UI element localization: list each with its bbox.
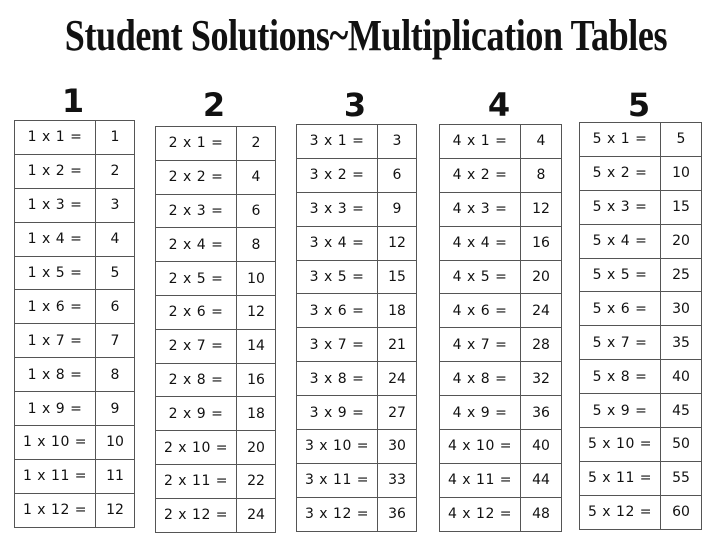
table-row	[440, 463, 562, 497]
multiplication-expression: 2 x 3 =	[156, 194, 237, 228]
multiplication-expression: 5 x 3 =	[580, 190, 661, 224]
table-row	[156, 295, 276, 329]
table-row	[15, 290, 135, 324]
product-value: 9	[378, 192, 417, 226]
product-value: 6	[378, 158, 417, 192]
product-value: 12	[96, 493, 135, 527]
multiplication-expression: 3 x 7 =	[297, 328, 378, 362]
table-row	[156, 228, 276, 262]
table-row	[440, 396, 562, 430]
product-value: 21	[378, 328, 417, 362]
product-value: 4	[237, 160, 276, 194]
table-row	[15, 426, 135, 460]
product-value: 20	[661, 224, 702, 258]
table-grid	[296, 124, 417, 532]
product-value: 8	[237, 228, 276, 262]
table-row	[15, 188, 135, 222]
multiplication-expression: 4 x 10 =	[440, 430, 521, 464]
multiplication-expression: 2 x 10 =	[156, 431, 237, 465]
table-row	[440, 192, 562, 226]
table-row	[580, 428, 702, 462]
product-value: 40	[661, 360, 702, 394]
table-row	[156, 160, 276, 194]
table-row	[580, 258, 702, 292]
table-row	[580, 156, 702, 190]
multiplication-expression: 3 x 11 =	[297, 463, 378, 497]
multiplication-expression: 4 x 4 =	[440, 226, 521, 260]
product-value: 3	[96, 188, 135, 222]
product-value: 40	[521, 430, 562, 464]
product-value: 1	[96, 121, 135, 155]
table-row	[297, 463, 417, 497]
product-value: 3	[378, 125, 417, 159]
table-row	[15, 493, 135, 527]
multiplication-expression: 5 x 10 =	[580, 428, 661, 462]
table-row	[580, 461, 702, 495]
multiplication-expression: 5 x 6 =	[580, 292, 661, 326]
product-value: 11	[96, 459, 135, 493]
product-value: 25	[661, 258, 702, 292]
table-row	[15, 154, 135, 188]
table-row	[156, 194, 276, 228]
product-value: 18	[378, 294, 417, 328]
table-row	[156, 127, 276, 161]
multiplication-expression: 5 x 2 =	[580, 156, 661, 190]
multiplication-expression: 2 x 12 =	[156, 498, 237, 532]
product-value: 60	[661, 495, 702, 529]
multiplication-expression: 3 x 10 =	[297, 430, 378, 464]
table-row	[440, 158, 562, 192]
product-value: 12	[521, 192, 562, 226]
multiplication-expression: 4 x 9 =	[440, 396, 521, 430]
product-value: 20	[237, 431, 276, 465]
multiplication-expression: 4 x 6 =	[440, 294, 521, 328]
multiplication-expression: 4 x 12 =	[440, 497, 521, 531]
multiplication-expression: 3 x 9 =	[297, 396, 378, 430]
product-value: 33	[378, 463, 417, 497]
multiplication-expression: 5 x 9 =	[580, 394, 661, 428]
product-value: 15	[378, 260, 417, 294]
multiplication-expression: 2 x 1 =	[156, 127, 237, 161]
table-row	[15, 256, 135, 290]
multiplication-expression: 2 x 2 =	[156, 160, 237, 194]
table-row	[156, 464, 276, 498]
product-value: 10	[661, 156, 702, 190]
table-row	[297, 125, 417, 159]
multiplication-expression: 5 x 5 =	[580, 258, 661, 292]
multiplication-expression: 3 x 4 =	[297, 226, 378, 260]
multiplication-expression: 2 x 11 =	[156, 464, 237, 498]
product-value: 44	[521, 463, 562, 497]
multiplication-expression: 1 x 8 =	[15, 358, 96, 392]
product-value: 27	[378, 396, 417, 430]
table-row	[297, 497, 417, 531]
multiplication-expression: 1 x 4 =	[15, 222, 96, 256]
table-row	[156, 329, 276, 363]
table-row	[297, 260, 417, 294]
table-row	[15, 324, 135, 358]
table-grid	[155, 126, 276, 533]
product-value: 10	[96, 426, 135, 460]
table-row	[440, 430, 562, 464]
table-row	[15, 392, 135, 426]
table-row	[156, 363, 276, 397]
product-value: 12	[378, 226, 417, 260]
product-value: 55	[661, 461, 702, 495]
table-row	[440, 226, 562, 260]
product-value: 16	[237, 363, 276, 397]
product-value: 5	[96, 256, 135, 290]
multiplication-expression: 3 x 2 =	[297, 158, 378, 192]
table-row	[297, 294, 417, 328]
table-row	[297, 192, 417, 226]
multiplication-expression: 1 x 7 =	[15, 324, 96, 358]
product-value: 12	[237, 295, 276, 329]
table-row	[440, 362, 562, 396]
multiplication-expression: 4 x 3 =	[440, 192, 521, 226]
table-row	[440, 260, 562, 294]
page-title: Student Solutions~Multiplication Tables	[64, 11, 668, 60]
table-number-heading: 2	[202, 86, 226, 124]
product-value: 16	[521, 226, 562, 260]
table-row	[440, 125, 562, 159]
multiplication-expression: 5 x 4 =	[580, 224, 661, 258]
multiplication-expression: 1 x 12 =	[15, 493, 96, 527]
multiplication-expression: 1 x 3 =	[15, 188, 96, 222]
table-row	[297, 362, 417, 396]
multiplication-expression: 4 x 1 =	[440, 125, 521, 159]
product-value: 8	[96, 358, 135, 392]
multiplication-expression: 4 x 5 =	[440, 260, 521, 294]
product-value: 4	[521, 125, 562, 159]
product-value: 5	[661, 123, 702, 157]
product-value: 9	[96, 392, 135, 426]
product-value: 8	[521, 158, 562, 192]
product-value: 18	[237, 397, 276, 431]
table-grid	[14, 120, 135, 528]
multiplication-expression: 1 x 10 =	[15, 426, 96, 460]
multiplication-expression: 1 x 6 =	[15, 290, 96, 324]
product-value: 36	[521, 396, 562, 430]
multiplication-expression: 4 x 8 =	[440, 362, 521, 396]
table-row	[580, 394, 702, 428]
product-value: 32	[521, 362, 562, 396]
multiplication-expression: 5 x 11 =	[580, 461, 661, 495]
multiplication-expression: 5 x 8 =	[580, 360, 661, 394]
product-value: 6	[96, 290, 135, 324]
product-value: 28	[521, 328, 562, 362]
table-number-heading: 4	[487, 86, 511, 124]
table-row	[580, 190, 702, 224]
product-value: 30	[378, 430, 417, 464]
multiplication-expression: 2 x 8 =	[156, 363, 237, 397]
product-value: 48	[521, 497, 562, 531]
multiplication-expression: 1 x 5 =	[15, 256, 96, 290]
product-value: 24	[378, 362, 417, 396]
multiplication-expression: 3 x 12 =	[297, 497, 378, 531]
product-value: 7	[96, 324, 135, 358]
multiplication-expression: 3 x 5 =	[297, 260, 378, 294]
table-row	[440, 328, 562, 362]
table-row	[580, 495, 702, 529]
multiplication-expression: 2 x 6 =	[156, 295, 237, 329]
multiplication-expression: 2 x 5 =	[156, 262, 237, 296]
product-value: 2	[96, 154, 135, 188]
multiplication-expression: 1 x 1 =	[15, 121, 96, 155]
table-row	[156, 431, 276, 465]
product-value: 20	[521, 260, 562, 294]
multiplication-expression: 3 x 3 =	[297, 192, 378, 226]
multiplication-expression: 4 x 11 =	[440, 463, 521, 497]
product-value: 36	[378, 497, 417, 531]
multiplication-expression: 3 x 6 =	[297, 294, 378, 328]
product-value: 6	[237, 194, 276, 228]
table-row	[156, 498, 276, 532]
table-number-heading: 1	[61, 82, 85, 120]
product-value: 24	[521, 294, 562, 328]
table-row	[580, 123, 702, 157]
table-row	[156, 262, 276, 296]
table-row	[580, 360, 702, 394]
multiplication-expression: 2 x 4 =	[156, 228, 237, 262]
table-row	[297, 430, 417, 464]
multiplication-expression: 2 x 9 =	[156, 397, 237, 431]
table-row	[297, 396, 417, 430]
product-value: 10	[237, 262, 276, 296]
table-row	[156, 397, 276, 431]
product-value: 14	[237, 329, 276, 363]
multiplication-expression: 3 x 1 =	[297, 125, 378, 159]
product-value: 30	[661, 292, 702, 326]
multiplication-expression: 5 x 1 =	[580, 123, 661, 157]
product-value: 50	[661, 428, 702, 462]
multiplication-expression: 4 x 2 =	[440, 158, 521, 192]
product-value: 45	[661, 394, 702, 428]
product-value: 4	[96, 222, 135, 256]
table-grid	[579, 122, 702, 530]
multiplication-expression: 1 x 9 =	[15, 392, 96, 426]
table-row	[580, 326, 702, 360]
multiplication-expression: 5 x 7 =	[580, 326, 661, 360]
product-value: 15	[661, 190, 702, 224]
table-row	[580, 224, 702, 258]
table-grid	[439, 124, 562, 532]
multiplication-expression: 1 x 11 =	[15, 459, 96, 493]
table-row	[297, 158, 417, 192]
product-value: 22	[237, 464, 276, 498]
table-row	[15, 222, 135, 256]
product-value: 2	[237, 127, 276, 161]
table-row	[15, 459, 135, 493]
product-value: 35	[661, 326, 702, 360]
multiplication-expression: 1 x 2 =	[15, 154, 96, 188]
table-row	[580, 292, 702, 326]
multiplication-expression: 5 x 12 =	[580, 495, 661, 529]
table-row	[297, 226, 417, 260]
multiplication-expression: 2 x 7 =	[156, 329, 237, 363]
table-row	[440, 497, 562, 531]
table-row	[15, 121, 135, 155]
multiplication-expression: 3 x 8 =	[297, 362, 378, 396]
table-number-heading: 3	[343, 86, 367, 124]
product-value: 24	[237, 498, 276, 532]
table-row	[15, 358, 135, 392]
table-number-heading: 5	[627, 86, 651, 124]
table-row	[440, 294, 562, 328]
table-row	[297, 328, 417, 362]
multiplication-expression: 4 x 7 =	[440, 328, 521, 362]
